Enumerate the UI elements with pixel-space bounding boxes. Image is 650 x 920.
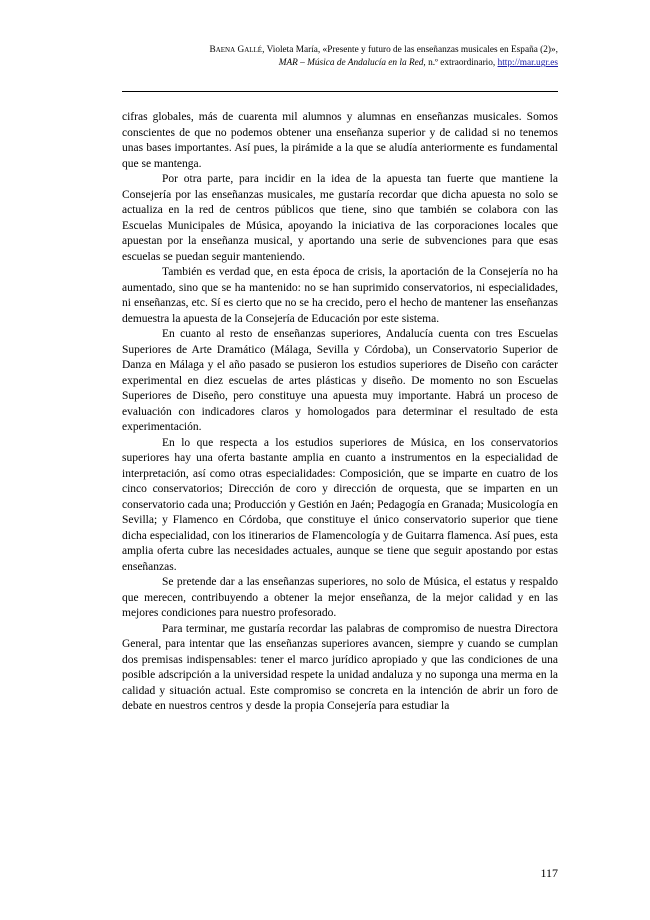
citation-line-1 [78,44,558,57]
citation-line-2 [78,57,558,70]
page-number: 117 [540,866,558,880]
paragraph: Por otra parte, para incidir en la idea de la apuesta tan fuerte que mantiene la Consejería por las enseñanzas musicales, me gustaría recordar que dicha apuesta no solo se actualiza en la red de centros públicos que tiene, sino que también se colabora con las Escuelas Municipales de Música, apoyando la iniciativa de las corporaciones locales que apuestan por la enseñanza musical, y aportando una serie de subvenciones para que esas escuelas se puedan seguir manteniendo. [122,173,558,263]
paragraph: Se pretende dar a las enseñanzas superiores, no solo de Música, el estatus y respaldo que merecen, contribuyendo a obtener la mejor enseñanza, de la mejor calidad y en las mejores condiciones para nuestro profesorado. [122,576,558,619]
paragraph: Para terminar, me gustaría recordar las palabras de compromiso de nuestra Directora General, para intentar que las enseñanzas superiores avancen, siempre y cuando se cumplan dos premisas indispensables: tener el marco jurídico apropiado y que las condiciones de una posible adscripción a la universidad respete la unidad andaluza y no suponga una merma en la calidad y situación actual. Este compromiso se concreta en la intención de abrir un foro de debate en nuestros centros y desde la propia Consejería para estudiar la [122,622,558,712]
running-header [78,44,558,70]
author-and-title: , Violeta María, «Presente y futuro de las enseñanzas musicales en España (2)», [262,45,558,55]
paragraph: En lo que respecta a los estudios superiores de Música, en los conservatorios superiores hay una oferta bastante amplia en cuanto a instrumentos en la especialidad de interpretación, así como otras especialidades: Composición, que se imparte en cuatro de los cinco conservatorios; Dirección de coro y dirección de orquesta, que se imparten en un conservatorio cada una; Producción y Gestión en Jaén; Pedagogía en Granada; Musicología en Sevilla; y Flamenco en Córdoba, que constituye el único conservatorio superior que tiene dicha especialidad, con los itinerarios de Flamencología y de Guitarra flamenca. Así pues, esta amplia oferta cubre las necesidades actuales, aunque se tiene que seguir apostando por estas enseñanzas. [122,436,558,573]
journal-url-link[interactable]: http://mar.ugr.es [497,58,558,68]
paragraph: En cuanto al resto de enseñanzas superiores, Andalucía cuenta con tres Escuelas Superiores de Arte Dramático (Málaga, Sevilla y Córdoba), un Conservatorio Superior de Danza en Málaga y el año pasado se pusieron los estudios superiores de Diseño con carácter experimental en diez escuelas de artes plásticas y diseño. De momento no son Escuelas Superiores de Diseño, pero constituye una apuesta muy importante. Habrá un proceso de evaluación con indicadores claros y homologados para determinar el resultado de esta experimentación. [122,328,558,433]
author-surname: Baena Gallé [209,45,263,55]
paragraph-continued: cifras globales, más de cuarenta mil alumnos y alumnas en enseñanzas musicales. Somos conscientes de que no podemos obtener una enseñanza superior y de calidad si no tenemos unas bases importantes. Así pues, la pirámide a la que se aludía anteriormente es fundamental que se mantenga. [122,111,558,170]
header-rule [122,91,558,92]
journal-name: MAR – Música de Andalucía en la Red [278,58,424,68]
issue-info: , n.º extraordinario, [423,58,496,68]
body-text [122,110,558,715]
paragraph: También es verdad que, en esta época de crisis, la aportación de la Consejería no ha aumentado, sino que se ha mantenido: no se han suprimido conservatorios, ni especialidades, ni enseñanzas, etc. Sí es cierto que no se ha crecido, pero el hecho de mantener las enseñanzas demuestra la apuesta de la Consejería de Educación por este sistema. [122,266,558,325]
